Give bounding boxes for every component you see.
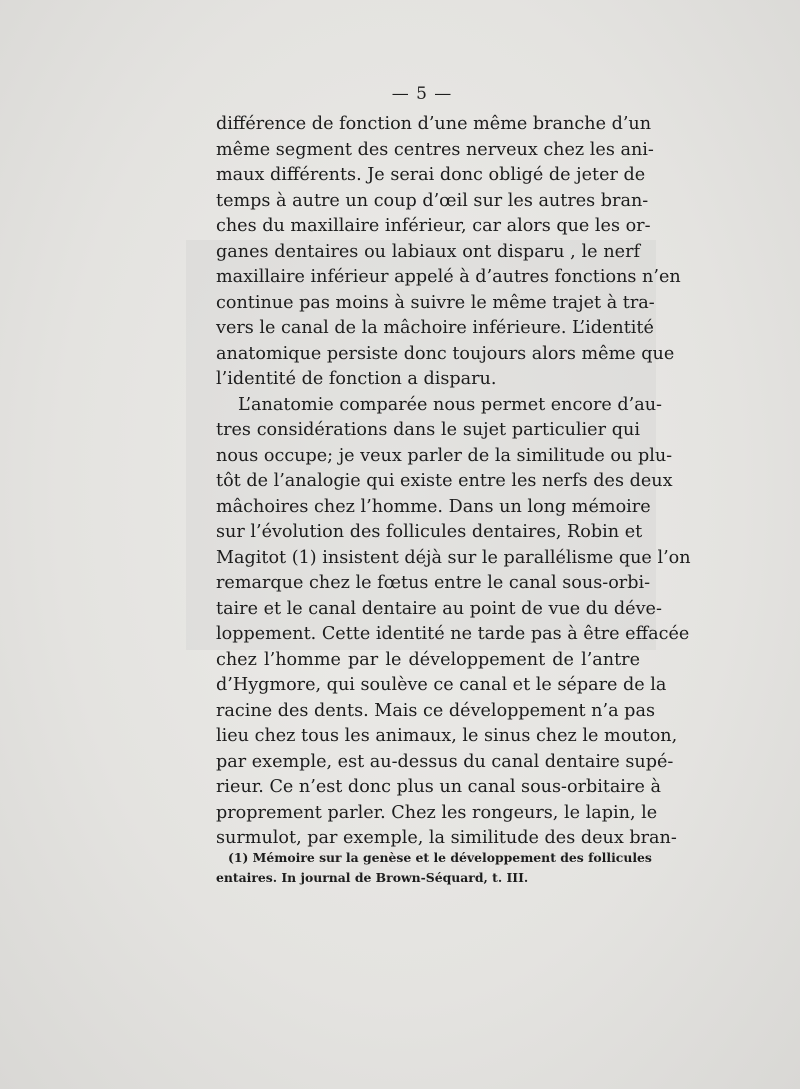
text-line: taire et le canal dentaire au point de vue du déve- [216, 598, 662, 619]
text-line: différence de fonction d’une même branche d’un [216, 114, 652, 134]
text-line: ches du maxillaire inférieur, car alors que les or- [216, 216, 651, 236]
text-line: vers le canal de la mâchoire inférieure. L’identité [216, 318, 654, 338]
text-line: ganes dentaires ou labiaux ont disparu , le nerf [216, 241, 640, 262]
text-line: tres considérations dans le sujet particulier qui [216, 420, 640, 440]
text-line: l’identité de fonction a disparu. [216, 369, 497, 389]
text-line: chez l’homme par le développement de l’antre [216, 649, 640, 670]
text-line: proprement parler. Chez les rongeurs, le lapin, le [216, 802, 658, 823]
text-line: tôt de l’analogie qui existe entre les nerfs des deux [216, 471, 673, 491]
text-line: maux différents. Je serai donc obligé de jeter de [216, 165, 646, 185]
footnote [216, 848, 652, 888]
text-line: surmulot, par exemple, la similitude des deux bran- [216, 828, 677, 848]
text-line: temps à autre un coup d’œil sur les autres bran- [216, 190, 649, 211]
page-number: — 5 — [391, 84, 453, 104]
text-line: mâchoires chez l’homme. Dans un long mémoire [216, 496, 651, 517]
text-line: continue pas moins à suivre le même trajet à tra- [216, 292, 655, 313]
text-line: par exemple, est au-dessus du canal dentaire supé- [216, 751, 674, 772]
text-line: sur l’évolution des follicules dentaires, Robin et [216, 522, 643, 542]
text-line: nous occupe; je veux parler de la similitude ou plu- [216, 445, 673, 466]
text-line: loppement. Cette identité ne tarde pas à être effacée [216, 624, 690, 644]
footnote-line: (1) Mémoire sur la genèse et le développement des follicules [228, 850, 652, 865]
text-line: lieu chez tous les animaux, le sinus chez le mouton, [216, 726, 678, 746]
text-line: Magitot (1) insistent déjà sur le parallélisme que l’on [216, 547, 691, 568]
text-line: racine des dents. Mais ce développement n’a pas [216, 700, 655, 721]
text-line: anatomique persiste donc toujours alors même que [216, 343, 675, 364]
text-line: maxillaire inférieur appelé à d’autres fonctions n’en [216, 267, 681, 287]
body-text [216, 112, 691, 852]
footnote-line: entaires. In journal de Brown-Séquard, t. III. [216, 870, 529, 885]
text-line: rieur. Ce n’est donc plus un canal sous-orbitaire à [216, 777, 661, 797]
text-line: même segment des centres nerveux chez les ani- [216, 139, 654, 160]
text-line: remarque chez le fœtus entre le canal sous-orbi- [216, 573, 651, 593]
text-line: d’Hygmore, qui soulève ce canal et le sépare de la [216, 675, 667, 695]
text-line: L’anatomie comparée nous permet encore d’au- [238, 394, 662, 415]
